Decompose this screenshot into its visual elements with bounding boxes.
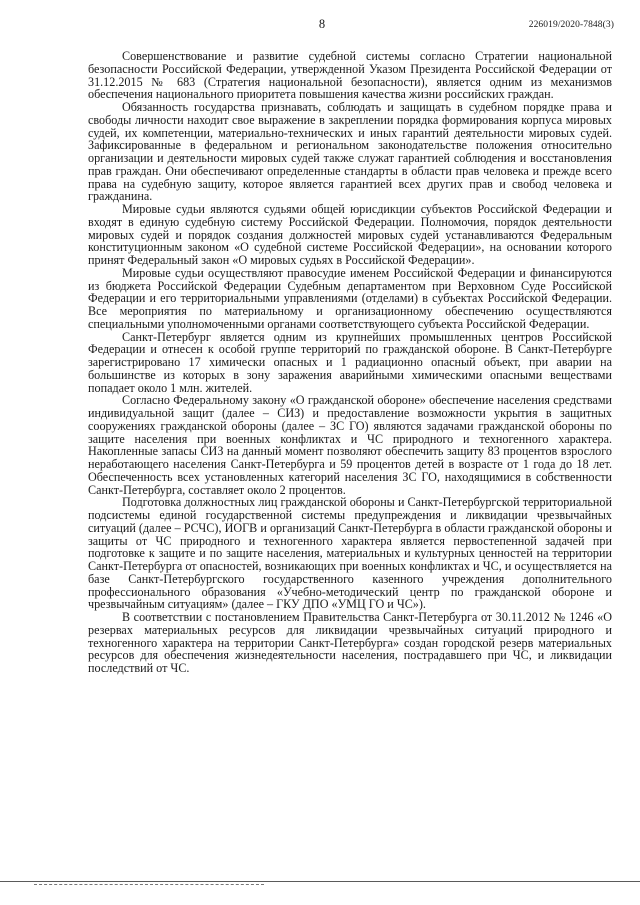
paragraph-material-reserves: В соответствии с постановлением Правительства Санкт-Петербурга от 30.11.2012 № 1246 «О резервах материальных ресурсов для ликвидации чрезвычайных ситуаций природного и техногенного характера на территории Санкт-Петербурга» создан городской резерв материальных ресурсов для обеспечения жизнедеятельности населения, пострадавшего при ЧС, и ликвидации последствий от ЧС. <box>88 610 612 675</box>
document-id: 226019/2020-7848(3) <box>528 20 614 30</box>
scan-edge-dashes <box>34 884 264 885</box>
page-number: 8 <box>318 17 326 31</box>
document-body <box>88 50 612 675</box>
paragraph-national-security-strategy: Совершенствование и развитие судебной системы согласно Стратегии национальной безопасности Российской Федерации, утвержденной Указом Президента Российской Федерации от 31.12.2015 № 683 (Стратегия национальной безопасности), является одним из механизмов обеспечения национального приоритета повышения качества жизни российских граждан. <box>88 49 612 102</box>
paragraph-officials-training: Подготовка должностных лиц гражданской обороны и Санкт-Петербургской территориальной подсистемы единой государственной системы предупреждения и ликвидации чрезвычайных ситуаций (далее – РСЧС), ИОГВ и организаций Санкт-Петербурга в области гражданской обороны и защиты от ЧС природного и техногенного характера является первостепенной задачей при подготовке к защите и по защите населения, материальных и культурных ценностей на территории Санкт-Петербурга от опасностей, возникающих при военных конфликтах и ЧС, и осуществляется на базе Санкт-Петербургского государственного казенного учреждения дополнительного профессионального образования «Учебно-методический центр по гражданской обороне и чрезвычайным ситуациям» (далее – ГКУ ДПО «УМЦ ГО и ЧС»). <box>88 495 612 612</box>
paragraph-magistrates-jurisdiction: Мировые судьи являются судьями общей юрисдикции субъектов Российской Федерации и входят в единую судебную систему Российской Федерации. Полномочия, порядок деятельности мировых судей и порядок создания должностей мировых судей устанавливаются Федеральным конституционным законом «О судебной системе Российской Федерации», на основании которого принят Федеральный закон «О мировых судьях в Российской Федерации». <box>88 202 612 267</box>
paragraph-civil-defense-law: Согласно Федеральному закону «О гражданской обороне» обеспечение населения средствами индивидуальной защит (далее – СИЗ) и предоставление возможности укрытия в защитных сооружениях гражданской обороны (далее – ЗС ГО) являются задачами гражданской обороны по защите населения при военных конфликтах и ЧС природного и техногенного характера. Накопленные запасы СИЗ на данный момент позволяют обеспечить защиту 83 процентов взрослого неработающего населения Санкт-Петербурга и 59 процентов детей в возрасте от 1 года до 18 лет. Обеспеченность всех установленных категорий населения ЗС ГО, находящимися в собственности Санкт-Петербурга, составляет около 2 процентов. <box>88 393 612 497</box>
paragraph-state-obligation: Обязанность государства признавать, соблюдать и защищать в судебном порядке права и свободы личности находит свое выражение в закреплении порядка формирования корпуса мировых судей, их компетенции, материально-технических и иных гарантий деятельности мировых судей. Зафиксированные в федеральном и региональном законодательстве положения относительно организации и деятельности мировых судей также служат гарантией соблюдения и восстановления прав граждан. Они обеспечивают определенные стандарты в области прав человека и прежде всего права на судебную защиту, которое является гарантией всех других прав и свобод человека и гражданина. <box>88 100 612 204</box>
paragraph-spb-civil-defense-group: Санкт-Петербург является одним из крупнейших промышленных центров Российской Федерации и отнесен к особой группе территорий по гражданской обороне. В Санкт-Петербурге зарегистрировано 17 химически опасных и 1 радиационно опасный объект, при аварии на большинстве из которых в зону заражения аварийными химическими опасными веществами попадает около 1 млн. жителей. <box>88 329 612 395</box>
scan-edge-line <box>0 881 640 882</box>
paragraph-magistrates-financing: Мировые судьи осуществляют правосудие именем Российской Федерации и финансируются из бюджета Российской Федерации Судебным департаментом при Верховном Суде Российской Федерации и его территориальными управлениями (отделами) в субъектах Российской Федерации. Все мероприятия по материальному и организационному обеспечению осуществляются специальными уполномоченными органами соответствующего субъекта Российской Федерации. <box>88 265 612 331</box>
